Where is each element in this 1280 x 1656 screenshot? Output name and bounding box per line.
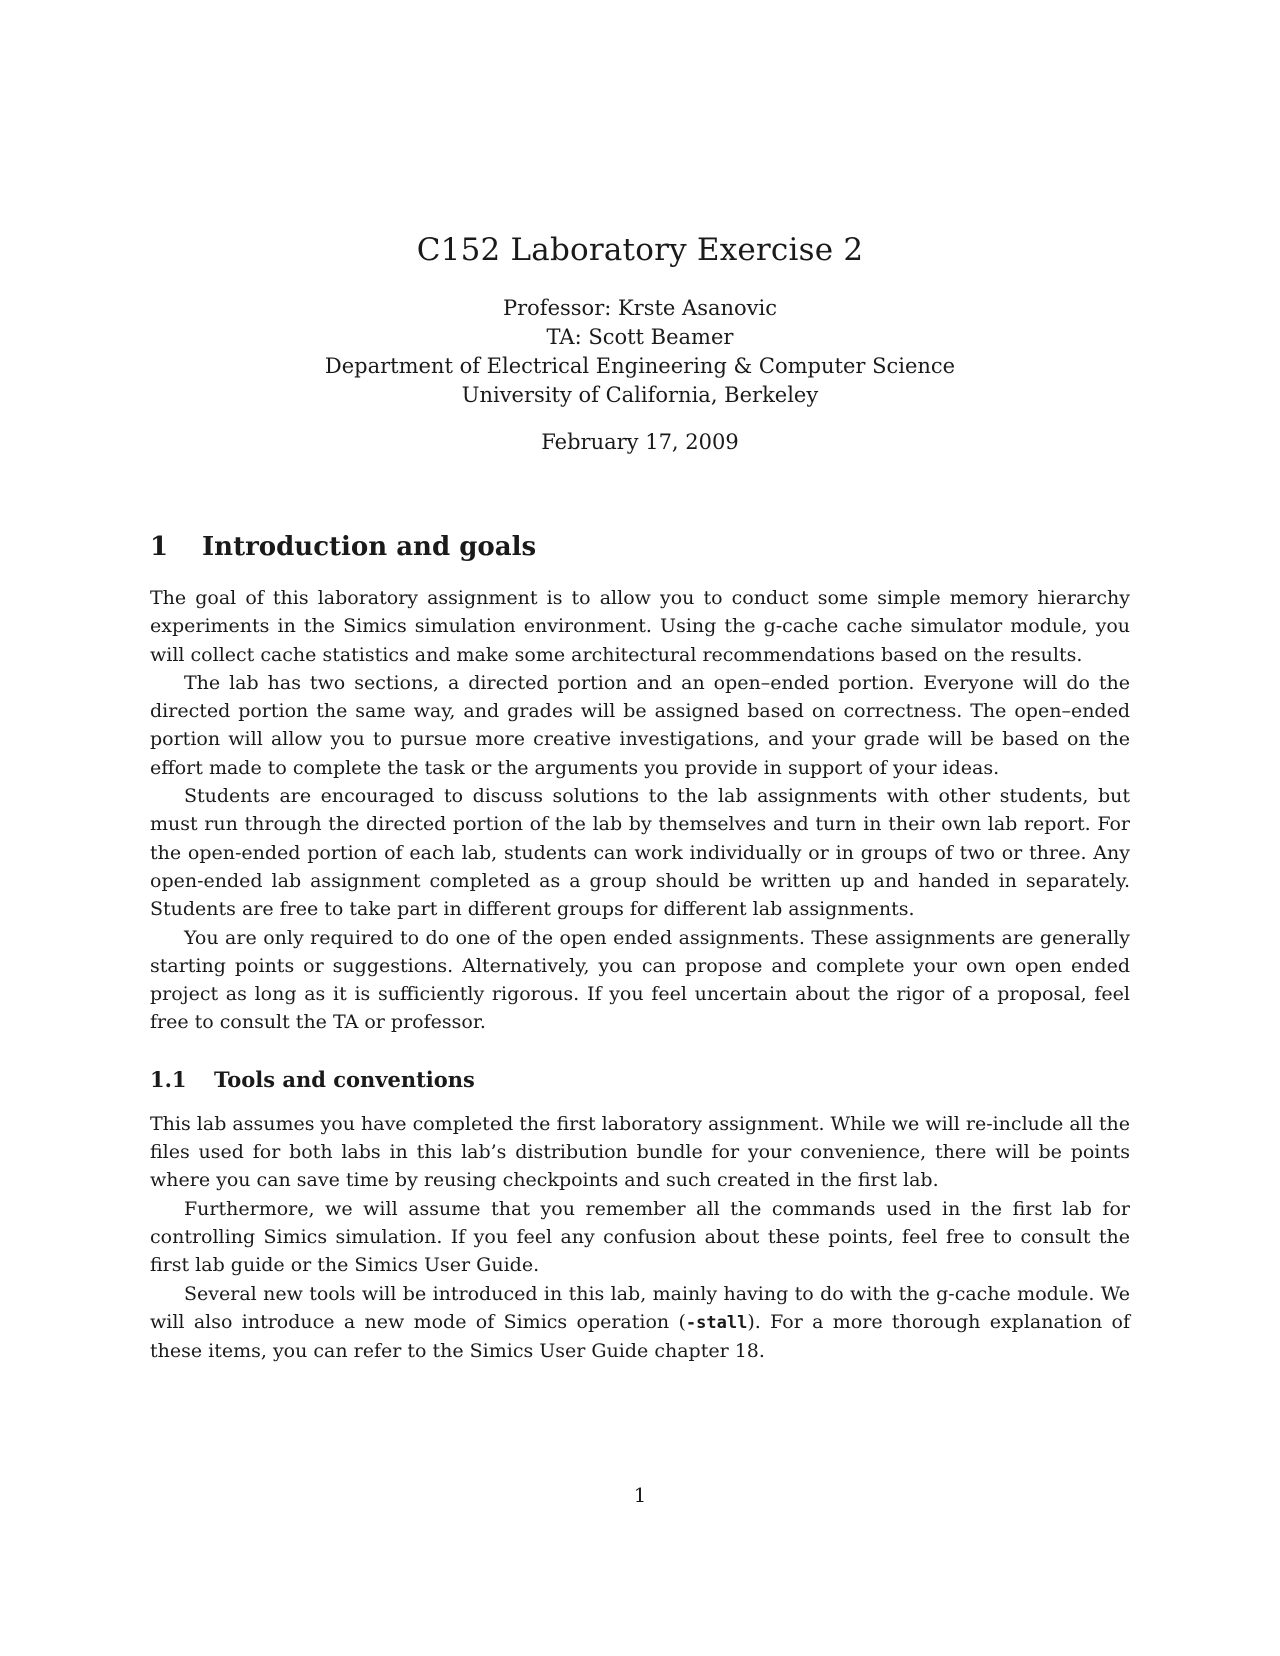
paragraph-text: Several new tools will be introduced in this lab, mainly having to do with the g-cache module. We will also introduce a new mode of Simics operation ( xyxy=(150,1282,1130,1333)
university-line: University of California, Berkeley xyxy=(461,383,819,407)
section-number: 1 xyxy=(150,532,169,562)
paragraph: The lab has two sections, a directed portion and an open–ended portion. Everyone will do the directed portion the same way, and grades will be assigned based on correctness. The open–ended portion will allow you to pursue more creative investigations, and your grade will be based on the effort made to complete the task or the arguments you provide in support of your ideas. xyxy=(150,671,1130,779)
page-number: 1 xyxy=(633,1483,647,1507)
document-title: C152 Laboratory Exercise 2 xyxy=(416,232,864,268)
paragraph: Students are encouraged to discuss solutions to the lab assignments with other students, but must run through the directed portion of the lab by themselves and turn in their own lab report. For the open-ended portion of each lab, students can work individually or in groups of two or three. Any open-ended lab assignment completed as a group should be written up and handed in separately. Students are free to take part in different groups for different lab assignments. xyxy=(150,785,1130,921)
ta-line: TA: Scott Beamer xyxy=(546,325,734,349)
inline-code: -stall xyxy=(685,1312,748,1333)
section-heading-introduction xyxy=(150,532,1130,562)
author-block xyxy=(150,294,1130,410)
paragraph xyxy=(150,1280,1130,1366)
section-title: Introduction and goals xyxy=(202,532,537,562)
paragraph-text: ). For a more thorough explanation of these items, you can refer to the Simics User Guide chapter 18. xyxy=(150,1310,1130,1363)
paragraph: This lab assumes you have completed the first laboratory assignment. While we will re-include all the files used for both labs in this lab’s distribution bundle for your convenience, there will be points where you can save time by reusing checkpoints and such created in the first lab. xyxy=(150,1112,1130,1192)
department-line: Department of Electrical Engineering & Computer Science xyxy=(324,354,956,378)
subsection-number: 1.1 xyxy=(150,1066,187,1092)
paragraph: The goal of this laboratory assignment is to allow you to conduct some simple memory hierarchy experiments in the Simics simulation environment. Using the g-cache cache simulator module, you will collect cache statistics and make some architectural recommendations based on the results. xyxy=(150,587,1130,666)
paragraph: Furthermore, we will assume that you remember all the commands used in the first lab for controlling Simics simulation. If you feel any confusion about these points, feel free to consult the first lab guide or the Simics User Guide. xyxy=(150,1197,1130,1277)
document-date: February 17, 2009 xyxy=(541,430,739,454)
paragraph: You are only required to do one of the open ended assignments. These assignments are generally starting points or suggestions. Alternatively, you can propose and complete your own open ended project as long as it is sufficiently rigorous. If you feel uncertain about the rigor of a proposal, feel free to consult the TA or professor. xyxy=(150,926,1130,1034)
subsection-title: Tools and conventions xyxy=(214,1066,475,1092)
title-block xyxy=(150,232,1130,454)
document-body xyxy=(150,532,1130,1365)
professor-line: Professor: Krste Asanovic xyxy=(502,296,777,320)
subsection-heading-tools xyxy=(150,1067,1130,1092)
